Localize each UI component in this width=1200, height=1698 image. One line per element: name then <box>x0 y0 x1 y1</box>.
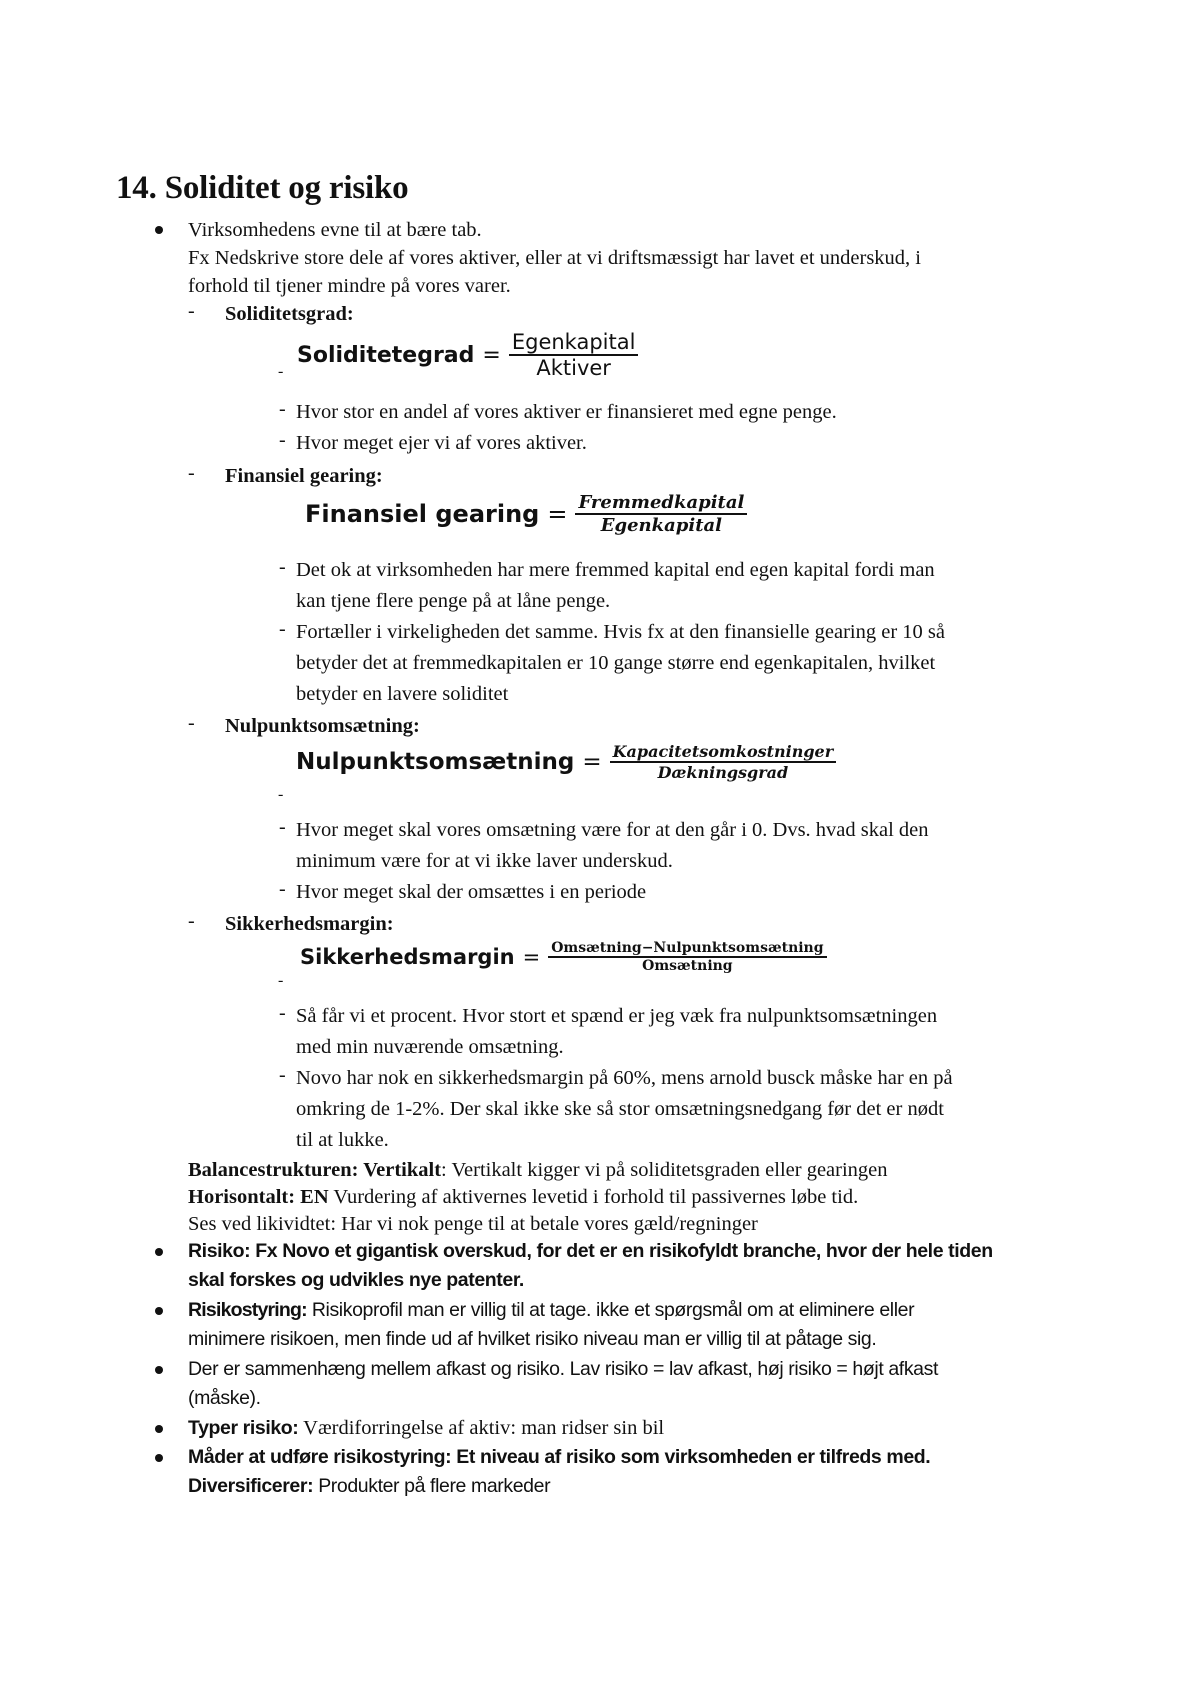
formula-lhs: Soliditetegrad <box>297 342 475 368</box>
risk-bullet-5-line-2 <box>188 1472 550 1500</box>
soliditet-formula <box>297 330 638 380</box>
dash-marker: - <box>188 712 195 734</box>
formula-numerator: Fremmedkapital <box>578 492 745 513</box>
intro-line-1: Virksomhedens evne til at bære tab. <box>188 219 482 241</box>
risk-bullet-5-sub-text: Produkter på flere markeder <box>313 1475 551 1497</box>
balance-text-1: : Vertikalt kigger vi på soliditetsgraden eller gearingen <box>441 1159 888 1181</box>
sikkerhed-point-2-line-1: Novo har nok en sikkerhedsmargin på 60%, mens arnold busck måske har en på <box>296 1067 953 1089</box>
balance-label-1: Balancestrukturen: Vertikalt <box>188 1159 442 1181</box>
formula-denominator: Egenkapital <box>600 515 723 536</box>
intro-line-3: forhold til tjener mindre på vores varer. <box>188 275 511 297</box>
gearing-formula <box>305 492 747 536</box>
sikkerhed-point-2-line-3: til at lukke. <box>296 1129 389 1151</box>
gearing-point-2-line-2: betyder det at fremmedkapitalen er 10 gange større end egenkapitalen, hvilket <box>296 652 936 674</box>
dash-marker: - <box>279 1064 286 1086</box>
formula-denominator: Omsætning <box>642 957 733 974</box>
formula-numerator: Kapacitetsomkostninger <box>612 742 834 761</box>
dash-marker: - <box>279 878 286 900</box>
sikkerhed-formula <box>300 940 827 974</box>
soliditet-point-1: Hvor stor en andel af vores aktiver er finansieret med egne penge. <box>296 401 837 423</box>
formula-numerator: Egenkapital <box>511 330 636 354</box>
dash-marker: - <box>279 398 286 420</box>
risk-bullet-3-line-2: (måske). <box>188 1387 261 1409</box>
dash-marker: - <box>278 972 284 989</box>
formula-lhs: Finansiel gearing <box>305 500 540 528</box>
formula-fraction <box>509 330 639 380</box>
nulpunkt-point-2: Hvor meget skal der omsættes i en periode <box>296 881 647 903</box>
risk-bullet-5-label: Måder at udføre risikostyring: <box>188 1446 452 1468</box>
formula-fraction <box>610 742 837 782</box>
balance-line-3: Ses ved likividtet: Har vi nok penge til at betale vores gæld/regninger <box>188 1213 758 1235</box>
formula-numerator: Omsætning−Nulpunktsomsætning <box>551 940 824 956</box>
risk-bullet-4-label: Typer risiko: <box>188 1417 299 1439</box>
risk-bullet-5-text: Et niveau af risiko som virksomheden er tilfreds med. <box>451 1446 931 1468</box>
sikkerhed-point-2-line-2: omkring de 1-2%. Der skal ikke ske så stor omsætningsnedgang før det er nødt <box>296 1098 944 1120</box>
gearing-point-2-line-3: betyder en lavere soliditet <box>296 683 509 705</box>
dash-marker: - <box>278 786 284 803</box>
risk-bullet-3-line-1: Der er sammenhæng mellem afkast og risiko. Lav risiko = lav afkast, høj risiko = højt afkast <box>188 1358 938 1380</box>
bullet-dot <box>155 226 163 234</box>
bullet-dot <box>155 1425 163 1433</box>
dash-marker: - <box>279 429 286 451</box>
soliditet-point-2: Hvor meget ejer vi af vores aktiver. <box>296 432 587 454</box>
formula-denominator: Dækningsgrad <box>657 763 789 782</box>
formula-fraction <box>575 492 747 536</box>
risk-bullet-2-line-2: minimere risikoen, men finde ud af hvilket risiko niveau man er villig til at påtage sig. <box>188 1328 877 1350</box>
nulpunkt-point-1-line-1: Hvor meget skal vores omsætning være for at den går i 0. Dvs. hvad skal den <box>296 819 929 841</box>
gearing-heading: Finansiel gearing: <box>225 465 383 487</box>
soliditet-heading: Soliditetsgrad: <box>225 303 354 325</box>
balance-text-2: Vurdering af aktivernes levetid i forhold til passivernes løbe tid. <box>328 1186 859 1208</box>
formula-denominator: Aktiver <box>536 356 611 380</box>
formula-fraction <box>548 940 826 974</box>
bullet-dot <box>155 1454 163 1462</box>
nulpunkt-heading: Nulpunktsomsætning: <box>225 715 420 737</box>
bullet-dot <box>155 1248 163 1256</box>
risk-bullet-4 <box>188 1414 664 1442</box>
dash-marker: - <box>279 618 286 640</box>
risk-bullet-5-sub-label: Diversificerer: <box>188 1475 314 1497</box>
dash-marker: - <box>279 556 286 578</box>
bullet-dot <box>155 1366 163 1374</box>
nulpunkt-formula <box>296 742 836 782</box>
bullet-dot <box>155 1307 163 1315</box>
formula-equals: = <box>582 749 602 775</box>
formula-equals: = <box>547 500 568 528</box>
risk-bullet-1-line-1: Risiko: Fx Novo et gigantisk overskud, for det er en risikofyldt branche, hvor der hele tiden <box>188 1240 993 1262</box>
balance-line-2 <box>188 1183 858 1211</box>
gearing-point-1-line-2: kan tjene flere penge på at låne penge. <box>296 590 611 612</box>
balance-label-2: Horisontalt: EN <box>188 1186 329 1208</box>
formula-equals: = <box>482 342 501 368</box>
gearing-point-1-line-1: Det ok at virksomheden har mere fremmed kapital end egen kapital fordi man <box>296 559 935 581</box>
page-title: 14. Soliditet og risiko <box>116 170 409 206</box>
risk-bullet-2-line-1 <box>188 1296 914 1324</box>
formula-lhs: Sikkerhedsmargin <box>300 944 515 969</box>
dash-marker: - <box>188 300 195 322</box>
risk-bullet-2-label: Risikostyring: <box>188 1299 307 1321</box>
gearing-point-2-line-1: Fortæller i virkeligheden det samme. Hvis fx at den finansielle gearing er 10 så <box>296 621 945 643</box>
nulpunkt-point-1-line-2: minimum være for at vi ikke laver underskud. <box>296 850 673 872</box>
dash-marker: - <box>279 816 286 838</box>
risk-bullet-5-line-1 <box>188 1443 930 1471</box>
risk-bullet-1-line-2: skal forskes og udvikles nye patenter. <box>188 1269 524 1291</box>
formula-lhs: Nulpunktsomsætning <box>296 749 575 775</box>
sikkerhed-heading: Sikkerhedsmargin: <box>225 913 394 935</box>
intro-line-2: Fx Nedskrive store dele af vores aktiver, eller at vi driftsmæssigt har lavet et underskud, i <box>188 247 921 269</box>
risk-bullet-2-text: Risikoprofil man er villig til at tage. ikke et spørgsmål om at eliminere eller <box>306 1299 915 1321</box>
dash-marker: - <box>188 910 195 932</box>
balance-line-1 <box>188 1156 888 1184</box>
dash-marker: - <box>278 363 284 380</box>
sikkerhed-point-1-line-2: med min nuværende omsætning. <box>296 1036 564 1058</box>
sikkerhed-point-1-line-1: Så får vi et procent. Hvor stort et spænd er jeg væk fra nulpunktsomsætningen <box>296 1005 938 1027</box>
formula-equals: = <box>522 944 541 969</box>
dash-marker: - <box>188 462 195 484</box>
risk-bullet-4-text: Værdiforringelse af aktiv: man ridser sin bil <box>298 1417 665 1439</box>
dash-marker: - <box>279 1002 286 1024</box>
